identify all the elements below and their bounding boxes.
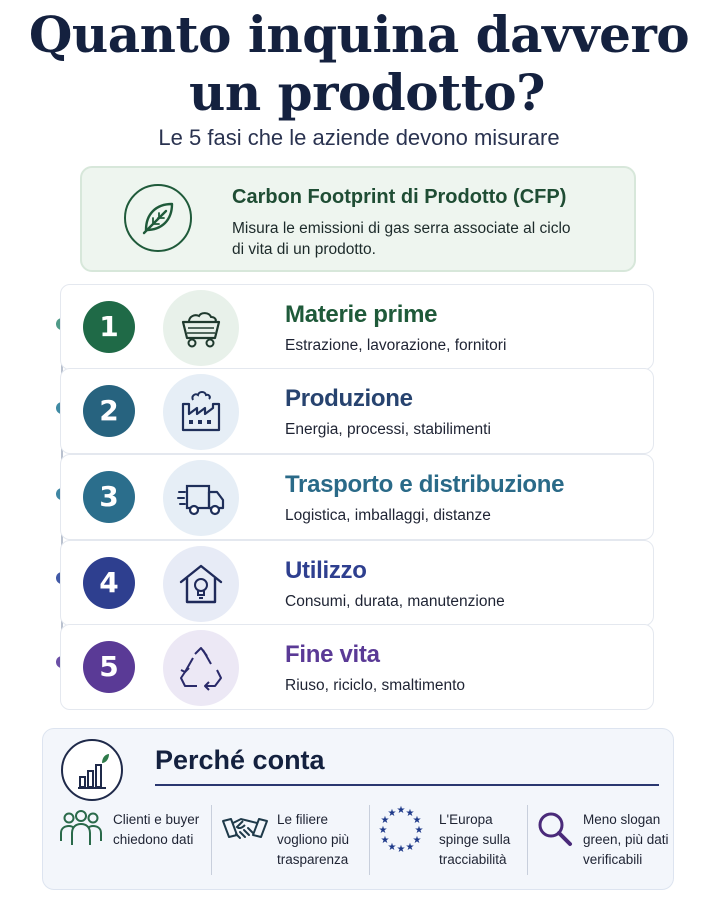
page-title-line-2: un prodotto? xyxy=(189,63,545,122)
truck-icon xyxy=(163,460,239,536)
step-description: Estrazione, lavorazione, fornitori xyxy=(285,337,507,354)
why-item-4 xyxy=(535,801,669,879)
why-divider xyxy=(155,784,659,786)
why-separator xyxy=(369,805,370,875)
step-card-3 xyxy=(60,454,654,540)
why-it-matters-panel xyxy=(42,728,674,890)
factory-icon xyxy=(163,374,239,450)
why-separator xyxy=(211,805,212,875)
why-item-3 xyxy=(377,801,527,879)
step-card-1 xyxy=(60,284,654,370)
cfp-description: Misura le emissioni di gas serra associate al ciclo di vita di un prodotto. xyxy=(232,220,571,258)
house-lightbulb-icon xyxy=(163,546,239,622)
page-subtitle: Le 5 fasi che le aziende devono misurare xyxy=(158,125,560,150)
growth-chart-icon xyxy=(61,739,123,801)
eu-stars-icon xyxy=(377,805,425,858)
why-item-text: L'Europa spinge sulla tracciabilità xyxy=(439,812,511,867)
step-number-badge: 5 xyxy=(83,641,135,693)
svg-text:★: ★ xyxy=(412,815,422,826)
svg-text:★: ★ xyxy=(396,844,406,853)
handshake-icon xyxy=(221,809,269,854)
step-title: Produzione xyxy=(285,385,413,412)
svg-text:★: ★ xyxy=(387,808,397,819)
svg-text:★: ★ xyxy=(396,805,406,816)
people-icon xyxy=(59,809,103,854)
step-description: Consumi, durata, manutenzione xyxy=(285,593,505,610)
why-item-text: Clienti e buyer chiedono dati xyxy=(113,812,200,847)
svg-text:★: ★ xyxy=(414,825,424,836)
leaf-icon xyxy=(124,184,192,252)
why-item-text: Le filiere vogliono più trasparenza xyxy=(277,812,350,867)
svg-text:★: ★ xyxy=(405,808,415,819)
step-card-2 xyxy=(60,368,654,454)
why-item-2 xyxy=(221,801,369,879)
why-separator xyxy=(527,805,528,875)
svg-text:★: ★ xyxy=(412,835,422,846)
svg-text:★: ★ xyxy=(387,842,397,853)
step-number-badge: 1 xyxy=(83,301,135,353)
why-title: Perché conta xyxy=(155,745,325,775)
step-title: Utilizzo xyxy=(285,557,367,584)
step-title: Fine vita xyxy=(285,641,380,668)
svg-text:★: ★ xyxy=(405,842,415,853)
page-title-line-1: Quanto inquina davvero xyxy=(28,5,690,64)
step-card-5 xyxy=(60,624,654,710)
step-number-badge: 2 xyxy=(83,385,135,437)
step-title: Trasporto e distribuzione xyxy=(285,471,565,498)
step-description: Logistica, imballaggi, distanze xyxy=(285,507,491,524)
step-title: Materie prime xyxy=(285,301,438,328)
cfp-card xyxy=(80,166,636,272)
magnifier-icon xyxy=(535,809,575,854)
step-description: Energia, processi, stabilimenti xyxy=(285,421,491,438)
svg-text:★: ★ xyxy=(380,835,390,846)
mine-cart-icon xyxy=(163,290,239,366)
svg-text:★: ★ xyxy=(378,825,388,836)
step-number-badge: 3 xyxy=(83,471,135,523)
recycle-icon xyxy=(163,630,239,706)
cfp-title: Carbon Footprint di Prodotto (CFP) xyxy=(232,186,567,208)
svg-text:★: ★ xyxy=(380,815,390,826)
why-item-1 xyxy=(59,801,209,879)
step-card-4 xyxy=(60,540,654,626)
step-description: Riuso, riciclo, smaltimento xyxy=(285,677,466,694)
step-number-badge: 4 xyxy=(83,557,135,609)
why-item-text: Meno slogan green, più dati verificabili xyxy=(583,812,669,867)
